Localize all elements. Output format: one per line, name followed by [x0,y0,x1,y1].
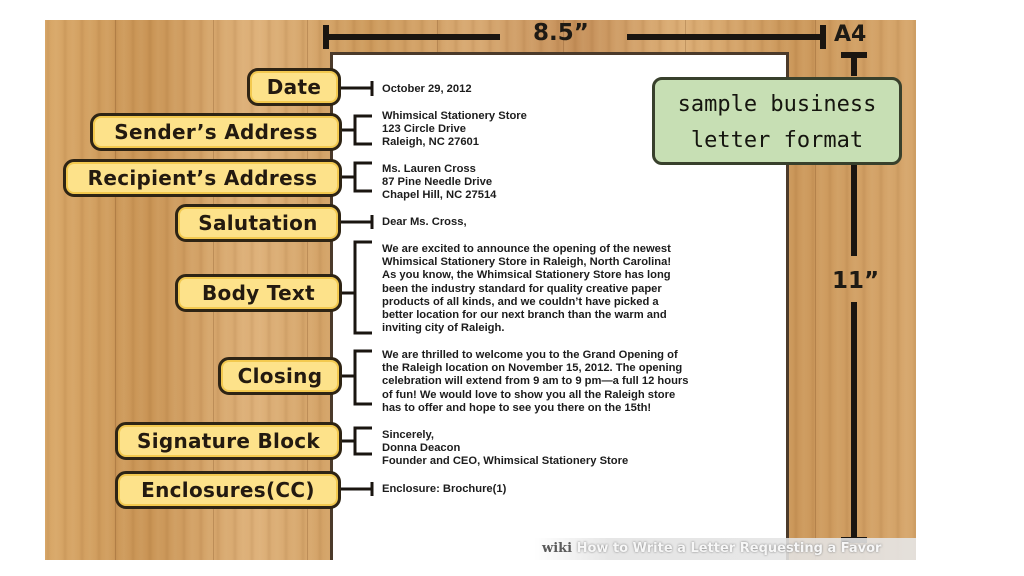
senders-address-label: Sender’s Address [90,113,342,151]
badge-line-2: letter format [690,128,864,153]
wikihow-watermark [534,538,916,560]
date-label: Date [247,68,341,106]
letter-salutation: Dear Ms. Cross, [382,216,467,228]
letter-sender-address: Whimsical Stationery Store 123 Circle Drive Raleigh, NC 27601 [382,110,527,149]
width-dimension-label: 8.5” [533,20,589,46]
enclosures-label: Enclosures(CC) [115,471,341,509]
recipients-address-label: Recipient’s Address [63,159,342,197]
badge-line-1: sample business [677,92,877,117]
paper-size-label: A4 [834,22,867,47]
height-dimension-label: 11” [832,268,880,294]
letter-closing-paragraph: We are thrilled to welcome you to the Grand Opening of the Raleigh location on November 15, 2012. The opening celebration will extend from 9 am to 9 pm—a full 12 hours of fun! We would love to show you all the Raleigh store has to offer and hope to see you there on the 15th! [382,349,689,414]
wood-background [45,20,916,560]
letter-date: October 29, 2012 [382,83,472,95]
letter-signature-block: Sincerely, Donna Deacon Founder and CEO, Whimsical Stationery Store [382,429,629,468]
closing-label: Closing [218,357,342,395]
signature-block-label: Signature Block [115,422,342,460]
letter-body-text: We are excited to announce the opening of the newest Whimsical Stationery Store in Raleigh, North Carolina! As you know, the Whimsical Stationery Store has long been the industry standard for quality creative paper products of all kinds, and we couldn’t have picked a better location for our next branch than the warm and inviting city of Raleigh. [382,243,672,335]
salutation-label: Salutation [175,204,341,242]
sample-format-badge [652,77,902,165]
watermark-brand: wiki [542,541,573,556]
letter-recipient-address: Ms. Lauren Cross 87 Pine Needle Drive Chapel Hill, NC 27514 [382,163,497,202]
body-text-label: Body Text [175,274,342,312]
watermark-title: How to Write a Letter Requesting a Favor [576,541,882,556]
letter-enclosure: Enclosure: Brochure(1) [382,483,507,495]
